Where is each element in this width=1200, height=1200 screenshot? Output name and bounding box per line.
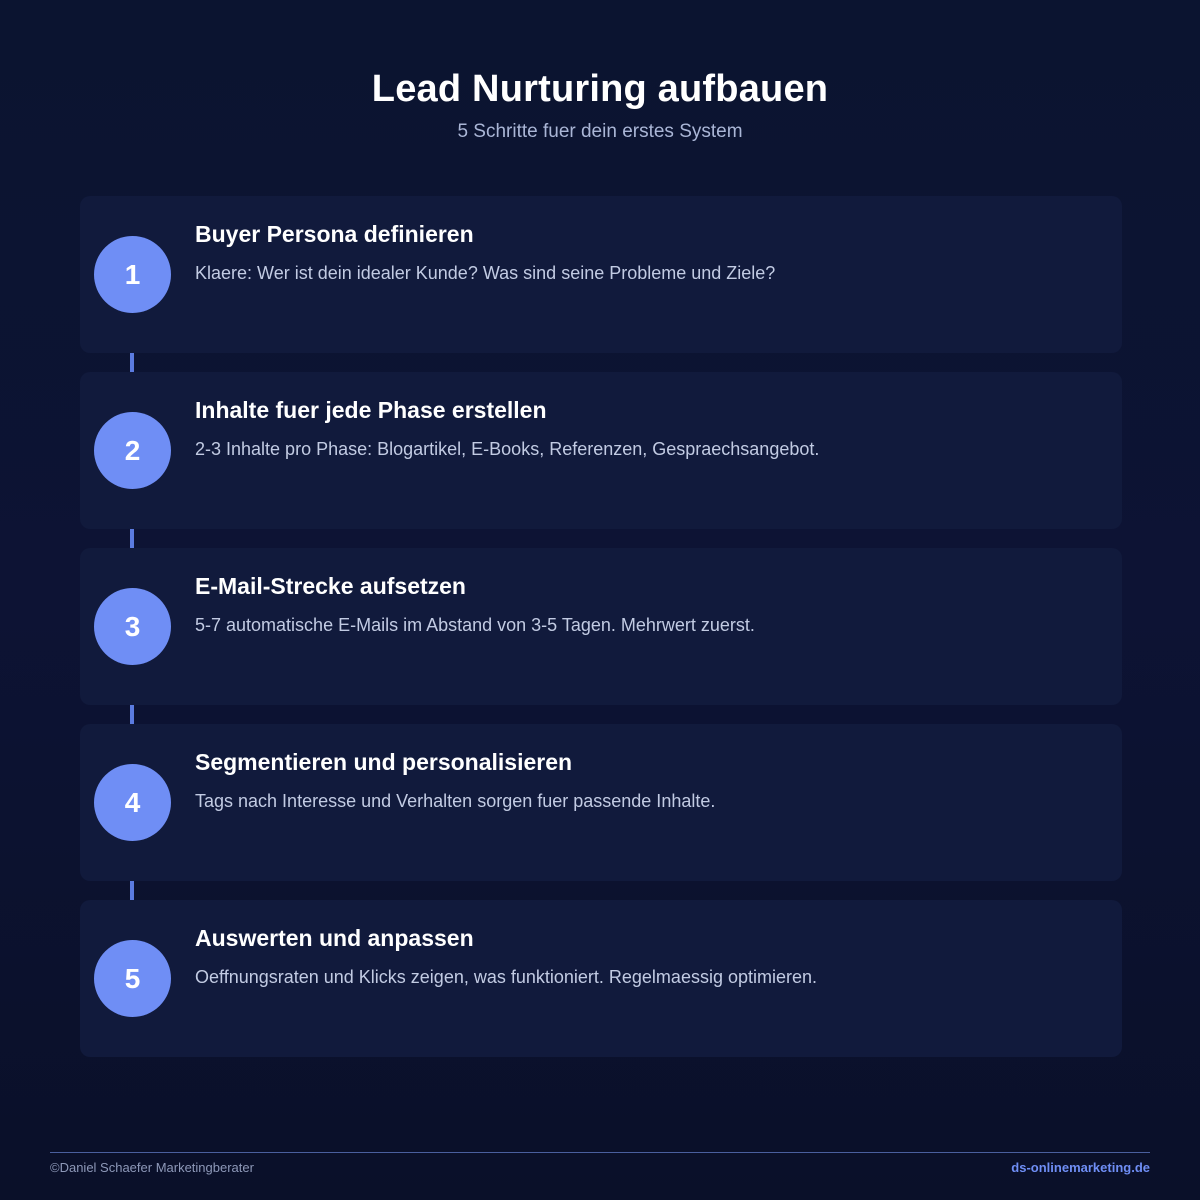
footer-website-link[interactable]: ds-onlinemarketing.de <box>1011 1160 1150 1175</box>
step-card <box>80 900 1122 1057</box>
step-connector <box>130 529 134 548</box>
step-number-badge: 2 <box>94 412 171 489</box>
step-description: 5-7 automatische E-Mails im Abstand von 3-5 Tagen. Mehrwert zuerst. <box>195 615 755 635</box>
step-title: Auswerten und anpassen <box>195 925 474 951</box>
step-title: E-Mail-Strecke aufsetzen <box>195 573 466 599</box>
page-title: Lead Nurturing aufbauen <box>371 68 829 110</box>
step-description: Klaere: Wer ist dein idealer Kunde? Was sind seine Probleme und Ziele? <box>195 263 776 283</box>
step-card <box>80 724 1122 881</box>
step-card <box>80 372 1122 529</box>
step-card <box>80 548 1122 705</box>
step-card <box>80 196 1122 353</box>
step-connector <box>130 881 134 900</box>
step-number-badge: 5 <box>94 940 171 1017</box>
step-connector <box>130 705 134 724</box>
step-title: Inhalte fuer jede Phase erstellen <box>195 397 547 423</box>
step-title: Buyer Persona definieren <box>195 221 474 247</box>
step-connector <box>130 353 134 372</box>
page-header <box>0 66 1200 144</box>
step-number-badge: 4 <box>94 764 171 841</box>
steps-list <box>80 196 1122 1057</box>
footer-copyright: ©Daniel Schaefer Marketingberater <box>50 1160 254 1175</box>
step-number-badge: 1 <box>94 236 171 313</box>
step-description: Tags nach Interesse und Verhalten sorgen fuer passende Inhalte. <box>195 791 716 811</box>
step-number-badge: 3 <box>94 588 171 665</box>
page-subtitle: 5 Schritte fuer dein erstes System <box>457 121 743 142</box>
step-description: 2-3 Inhalte pro Phase: Blogartikel, E-Books, Referenzen, Gespraechsangebot. <box>195 439 820 459</box>
step-description: Oeffnungsraten und Klicks zeigen, was funktioniert. Regelmaessig optimieren. <box>195 967 818 987</box>
footer-divider <box>50 1152 1150 1153</box>
step-title: Segmentieren und personalisieren <box>195 749 573 775</box>
